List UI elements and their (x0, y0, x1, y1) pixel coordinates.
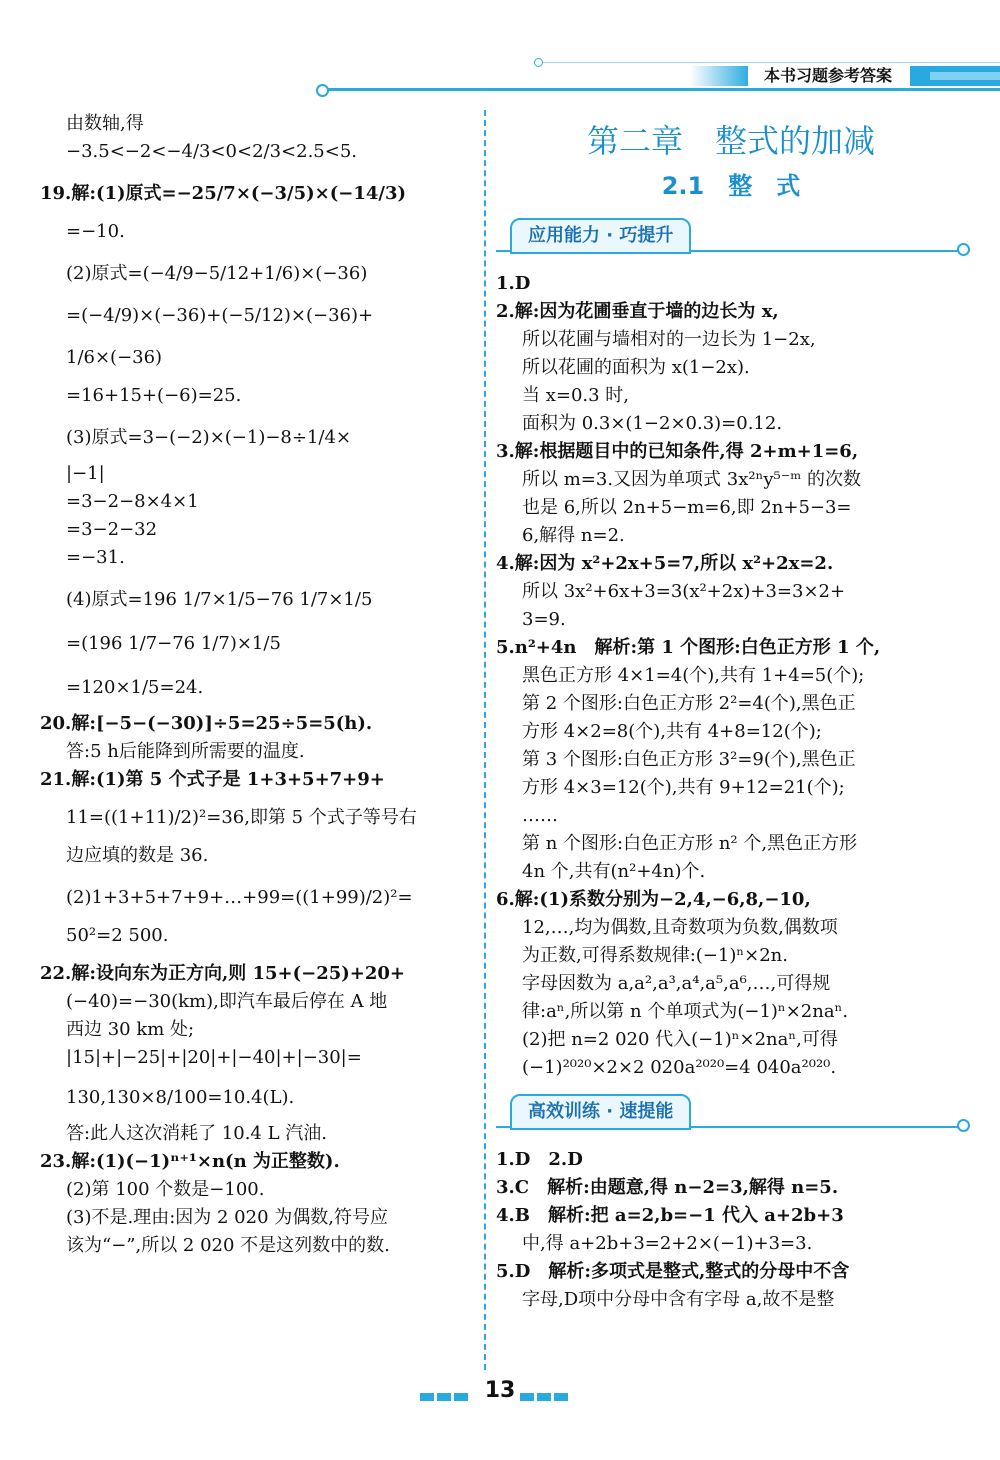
banner-label: 高效训练 · 速提能 (510, 1094, 691, 1130)
answer-line: (2)把 n=2 020 代入(−1)ⁿ×2naⁿ,可得 (522, 1029, 838, 1050)
answer-line: 当 x=0.3 时, (522, 385, 630, 406)
answer-line: 23.解:(1)(−1)ⁿ⁺¹×n(n 为正整数). (40, 1151, 340, 1172)
answer-line: 中,得 a+2b+3=2+2×(−1)+3=3. (522, 1233, 813, 1254)
answer-line: 4.解:因为 x²+2x+5=7,所以 x²+2x=2. (496, 553, 834, 574)
answer-line: 3.C 解析:由题意,得 n−2=3,解得 n=5. (496, 1177, 839, 1198)
answer-line: (3)原式=3−(−2)×(−1)−8÷1/4× (66, 427, 352, 448)
answer-line: 答:5 h后能降到所需要的温度. (66, 741, 305, 762)
header-title: 本书习题参考答案 (748, 64, 908, 88)
answer-line: 答:此人这次消耗了 10.4 L 汽油. (66, 1123, 327, 1144)
answer-line: 2.解:因为花圃垂直于墙的边长为 x, (496, 301, 779, 322)
answer-line: (−40)=−30(km),即汽车最后停在 A 地 (66, 991, 388, 1012)
answer-line: 3=9. (522, 609, 566, 630)
answer-line: 字母,D项中分母中含有字母 a,故不是整 (522, 1289, 835, 1310)
answer-line: 130,130×8/100=10.4(L). (66, 1087, 295, 1108)
answer-line: 12,…,均为偶数,且奇数项为负数,偶数项 (522, 917, 838, 938)
answer-line: =−10. (66, 221, 125, 242)
answer-line: 黑色正方形 4×1=4(个),共有 1+4=5(个); (522, 665, 865, 686)
answer-line: 由数轴,得 (66, 113, 144, 134)
banner-label: 应用能力 · 巧提升 (510, 218, 691, 254)
answer-line: =3−2−32 (66, 519, 158, 540)
header-rule (320, 88, 1000, 91)
answer-line: 1.D (496, 273, 531, 294)
answer-line: 方形 4×2=8(个),共有 4+8=12(个); (522, 721, 822, 742)
header-tail-highlight (930, 72, 1000, 80)
answer-line: |15|+|−25|+|20|+|−40|+|−30|= (66, 1047, 362, 1068)
column-divider (484, 110, 486, 1370)
answer-line: 1.D 2.D (496, 1149, 583, 1170)
answer-line: 第 3 个图形:白色正方形 3²=9(个),黑色正 (522, 749, 856, 770)
header-dot (316, 84, 329, 97)
answer-line: (3)不是.理由:因为 2 020 为偶数,符号应 (66, 1207, 388, 1228)
answer-line: =(−4/9)×(−36)+(−5/12)×(−36)+ (66, 305, 374, 326)
answer-line: …… (522, 805, 558, 826)
answer-line: 边应填的数是 36. (66, 845, 209, 866)
answer-line: 22.解:设向东为正方向,则 15+(−25)+20+ (40, 963, 405, 984)
answer-line: (2)1+3+5+7+9+…+99=((1+99)/2)²= (66, 887, 413, 908)
banner-dot (957, 243, 970, 256)
answer-line: 5.n²+4n 解析:第 1 个图形:白色正方形 1 个, (496, 637, 881, 658)
answer-line: 所以 m=3.又因为单项式 3x²ⁿy⁵⁻ᵐ 的次数 (522, 469, 862, 490)
answer-line: 19.解:(1)原式=−25/7×(−3/5)×(−14/3) (40, 183, 406, 204)
answer-line: 方形 4×3=12(个),共有 9+12=21(个); (522, 777, 845, 798)
answer-line: 该为“−”,所以 2 020 不是这列数中的数. (66, 1235, 390, 1256)
header-top-rule (540, 62, 1000, 63)
answer-line: 也是 6,所以 2n+5−m=6,即 2n+5−3= (522, 497, 852, 518)
banner-apply (496, 216, 966, 258)
page-number: 13 (484, 1378, 516, 1403)
banner-train (496, 1092, 966, 1134)
answer-line: 所以花圃与墙相对的一边长为 1−2x, (522, 329, 816, 350)
answer-line: 面积为 0.3×(1−2×0.3)=0.12. (522, 413, 783, 434)
answer-line: (−1)²⁰²⁰×2×2 020a²⁰²⁰=4 040a²⁰²⁰. (522, 1057, 837, 1078)
answer-line: 律:aⁿ,所以第 n 个单项式为(−1)ⁿ×2naⁿ. (522, 1001, 849, 1022)
answer-line: 西边 30 km 处; (66, 1019, 195, 1040)
answer-line: −3.5<−2<−4/3<0<2/3<2.5<5. (66, 141, 358, 162)
answer-line: 3.解:根据题目中的已知条件,得 2+m+1=6, (496, 441, 859, 462)
answer-line: =−31. (66, 547, 125, 568)
answer-line: =120×1/5=24. (66, 677, 204, 698)
answer-line: 所以花圃的面积为 x(1−2x). (522, 357, 750, 378)
answer-line: =(196 1/7−76 1/7)×1/5 (66, 633, 281, 654)
answer-line: 第 2 个图形:白色正方形 2²=4(个),黑色正 (522, 693, 856, 714)
answer-line: (4)原式=196 1/7×1/5−76 1/7×1/5 (66, 589, 373, 610)
answer-line: (2)原式=(−4/9−5/12+1/6)×(−36) (66, 263, 368, 284)
answer-line: 为正数,可得系数规律:(−1)ⁿ×2n. (522, 945, 788, 966)
answer-line: 5.D 解析:多项式是整式,整式的分母中不含 (496, 1261, 850, 1282)
answer-line: 6,解得 n=2. (522, 525, 625, 546)
chapter-title: 第二章 整式的加减 (586, 122, 875, 160)
left-column (40, 110, 470, 1260)
answer-line: 11=((1+11)/2)²=36,即第 5 个式子等号右 (66, 807, 417, 828)
answer-line: =16+15+(−6)=25. (66, 385, 242, 406)
answer-line: 4.B 解析:把 a=2,b=−1 代入 a+2b+3 (496, 1205, 844, 1226)
page-number-deco-right (520, 1386, 571, 1394)
answer-line: 字母因数为 a,a²,a³,a⁴,a⁵,a⁶,…,可得规 (522, 973, 831, 994)
answer-line: 21.解:(1)第 5 个式子是 1+3+5+7+9+ (40, 769, 385, 790)
answer-line: 1/6×(−36) (66, 347, 163, 368)
answer-line: (2)第 100 个数是−100. (66, 1179, 265, 1200)
answer-line: 6.解:(1)系数分别为−2,4,−6,8,−10, (496, 889, 811, 910)
answer-line: 4n 个,共有(n²+4n)个. (522, 861, 706, 882)
answer-line: 50²=2 500. (66, 925, 169, 946)
answer-line: 第 n 个图形:白色正方形 n² 个,黑色正方形 (522, 833, 858, 854)
answer-line: =3−2−8×4×1 (66, 491, 199, 512)
right-column (496, 110, 966, 1314)
answer-line: 20.解:[−5−(−30)]÷5=25÷5=5(h). (40, 713, 373, 734)
answer-line: 所以 3x²+6x+3=3(x²+2x)+3=3×2+ (522, 581, 846, 602)
header-gradient (690, 66, 750, 86)
section-title: 2.1 整 式 (661, 172, 801, 200)
answer-line: |−1| (66, 463, 105, 484)
header-top-dot (534, 58, 543, 67)
banner-dot (957, 1119, 970, 1132)
